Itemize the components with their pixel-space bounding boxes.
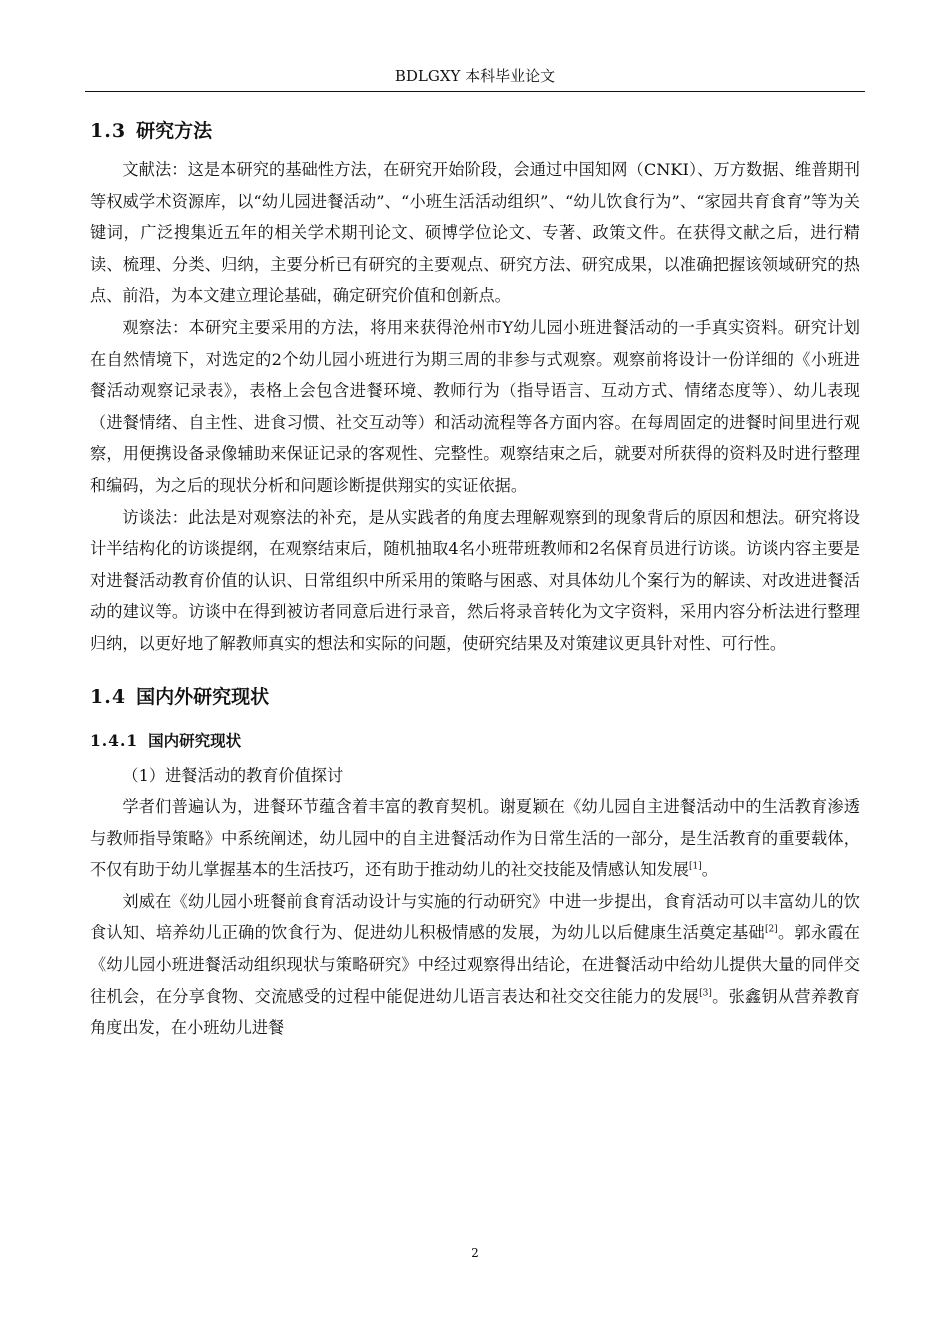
- page-content: [90, 116, 860, 1044]
- paragraph-text-end: 。: [701, 860, 718, 880]
- subheading-educational-value: （1）进餐活动的教育价值探讨: [122, 765, 344, 785]
- paragraph-interview-method: 访谈法：此法是对观察法的补充，是从实践者的角度去理解观察到的现象背后的原因和想法。研究将设计半结构化的访谈提纲，在观察结束后，随机抽取4名小班带班教师和2名保育员进行访谈。访谈内容主要是对进餐活动教育价值的认识、日常组织中所采用的策略与困惑、对具体幼儿个案行为的解读、对改进进餐活动的建议等。访谈中在得到被访者同意后进行录音，然后将录音转化为文字资料，采用内容分析法进行整理归纳，以更好地了解教师真实的想法和实际的问题，使研究结果及对策建议更具针对性、可行性。: [90, 507, 860, 653]
- subsection-number: 1.4.1: [90, 730, 139, 750]
- section-heading-1-3: [90, 116, 860, 146]
- paragraph-observation-method: 观察法：本研究主要采用的方法，将用来获得沧州市Y幼儿园小班进餐活动的一手真实资料。研究计划在自然情境下，对选定的2个幼儿园小班进行为期三周的非参与式观察。观察前将设计一份详细的《小班进餐活动观察记录表》，表格上会包含进餐环境、教师行为（指导语言、互动方式、情绪态度等）、幼儿表现（进餐情绪、自主性、进食习惯、社交互动等）和活动流程等各方面内容。在每周固定的进餐时间里进行观察，用便携设备录像辅助来保证记录的客观性、完整性。观察结束之后，就要对所获得的资料及时进行整理和编码，为之后的现状分析和问题诊断提供翔实的实证依据。: [90, 317, 860, 495]
- section-number: 1.3: [90, 120, 127, 142]
- paragraph-text: 。郭永霞在《幼儿园小班进餐活动组织现状与策略研究》中经过观察得出结论，在进餐活动中给幼儿提供大量的同伴交往机会，在分享食物、交流感受的过程中能促进幼儿语言表达和社交交往能力的发展: [90, 923, 860, 1006]
- section-title: 研究方法: [136, 120, 213, 142]
- paragraph-literature-method: 文献法：这是本研究的基础性方法，在研究开始阶段，会通过中国知网（CNKI）、万方数据、维普期刊等权威学术资源库，以“幼儿园进餐活动”、“小班生活活动组织”、“幼儿饮食行为”、“家园共育食育”等为关键词，广泛搜集近五年的相关学术期刊论文、硕博学位论文、专著、政策文件。在获得文献之后，进行精读、梳理、分类、归纳，主要分析已有研究的主要观点、研究方法、研究成果，以准确把握该领域研究的热点、前沿，为本文建立理论基础，确定研究价值和创新点。: [90, 160, 860, 306]
- page-number: 2: [471, 1246, 479, 1260]
- subsection-title: 国内研究现状: [148, 731, 242, 750]
- paragraph-scholars-view: [90, 791, 860, 886]
- section-heading-1-4: [90, 682, 860, 712]
- paragraph-text: 。张鑫钥从营养教育角度出发，在小班幼儿进餐: [90, 986, 861, 1038]
- section-number: 1.4: [90, 685, 127, 708]
- citation-ref[interactable]: [2]: [764, 925, 778, 936]
- citation-ref[interactable]: [1]: [688, 861, 702, 872]
- citation-ref[interactable]: [3]: [699, 988, 712, 999]
- header-rule: [85, 91, 865, 92]
- paragraph-text: 学者们普遍认为，进餐环节蕴含着丰富的教育契机。谢夏颖在《幼儿园自主进餐活动中的生活教育渗透与教师指导策略》中系统阐述，幼儿园中的自主进餐活动作为日常生活的一部分，是生活教育的重要载体，不仅有助于幼儿掌握基本的生活技巧，还有助于推动幼儿的社交技能及情感认知发展: [90, 797, 860, 880]
- section-title: 国内外研究现状: [136, 685, 270, 708]
- subsection-heading-1-4-1: [90, 726, 860, 756]
- paragraph-text: 刘威在《幼儿园小班餐前食育活动设计与实施的行动研究》中进一步提出，食育活动可以丰富幼儿的饮食认知、培养幼儿正确的饮食行为、促进幼儿积极情感的发展，为幼儿以后健康生活奠定基础: [90, 891, 860, 943]
- paragraph-liu-wei: [90, 886, 860, 1044]
- page-header: BDLGXY 本科毕业论文: [394, 67, 556, 85]
